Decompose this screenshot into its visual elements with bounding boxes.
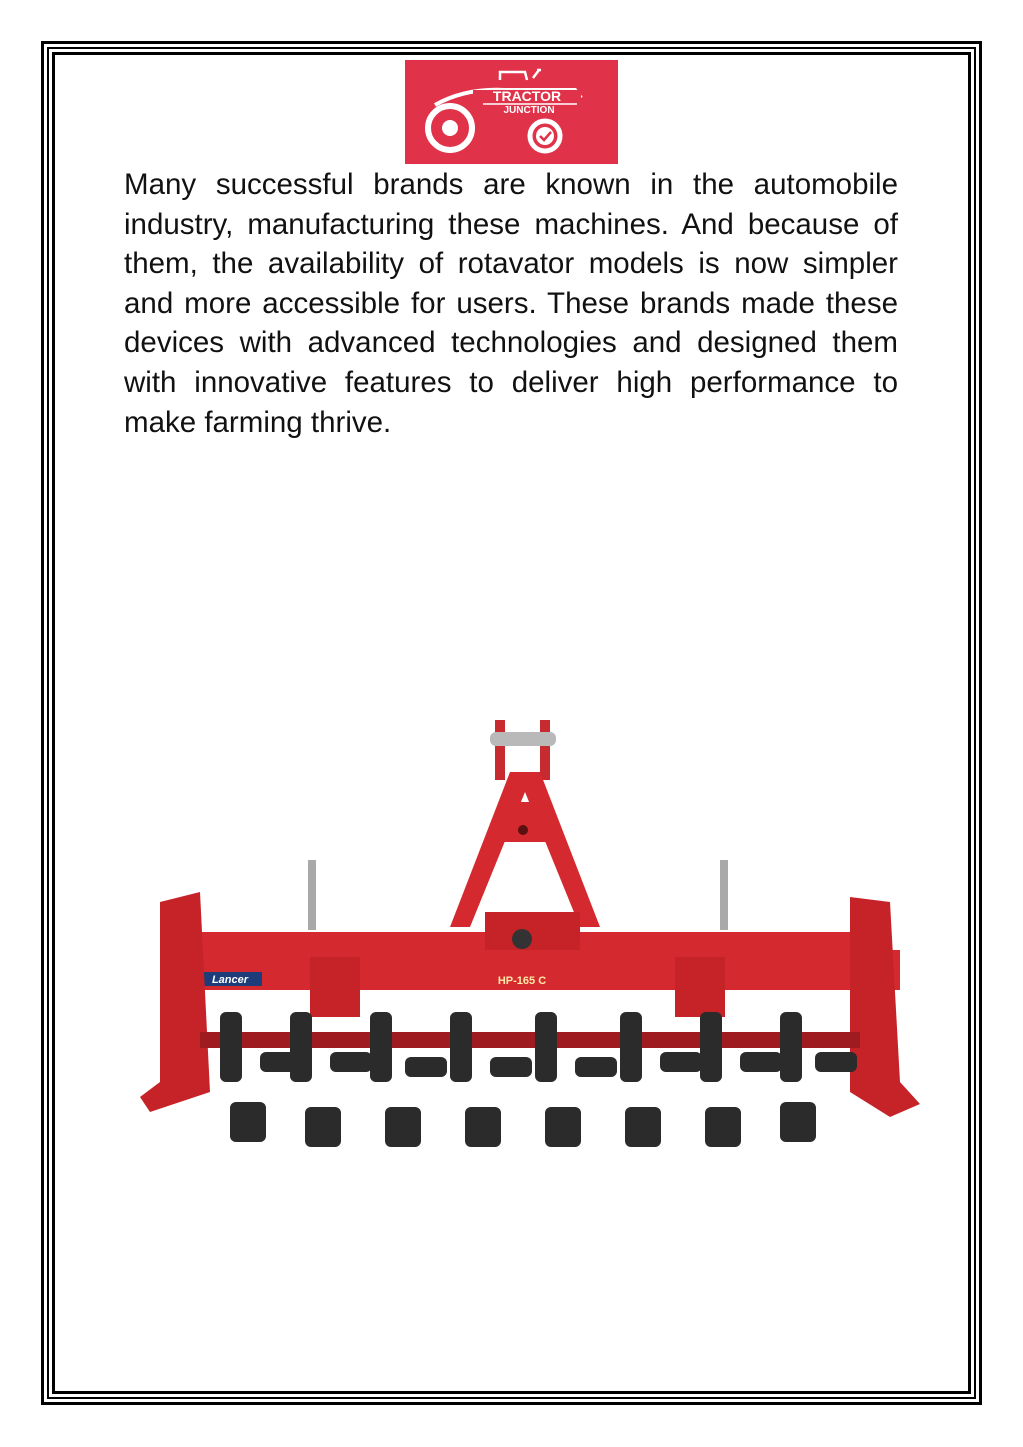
tractor-junction-logo	[405, 60, 618, 164]
body-paragraph: Many successful brands are known in the automobile industry, manufacturing these machines. And because of them, the availability of rotavator models is now simpler and more accessible for users. These brands made these devices with advanced technologies and designed them with innovative features to deliver high performance to make farming thrive.	[124, 168, 898, 439]
logo-text-tractor: TRACTOR	[492, 88, 562, 104]
model-badge: HP-165 C	[497, 975, 547, 987]
tractor-logo-icon	[405, 60, 618, 164]
rotavator-illustration	[130, 712, 920, 1162]
logo-text-junction: JUNCTION	[503, 105, 555, 116]
rotavator-image	[130, 712, 920, 1162]
lancer-badge: Lancer	[211, 974, 249, 986]
